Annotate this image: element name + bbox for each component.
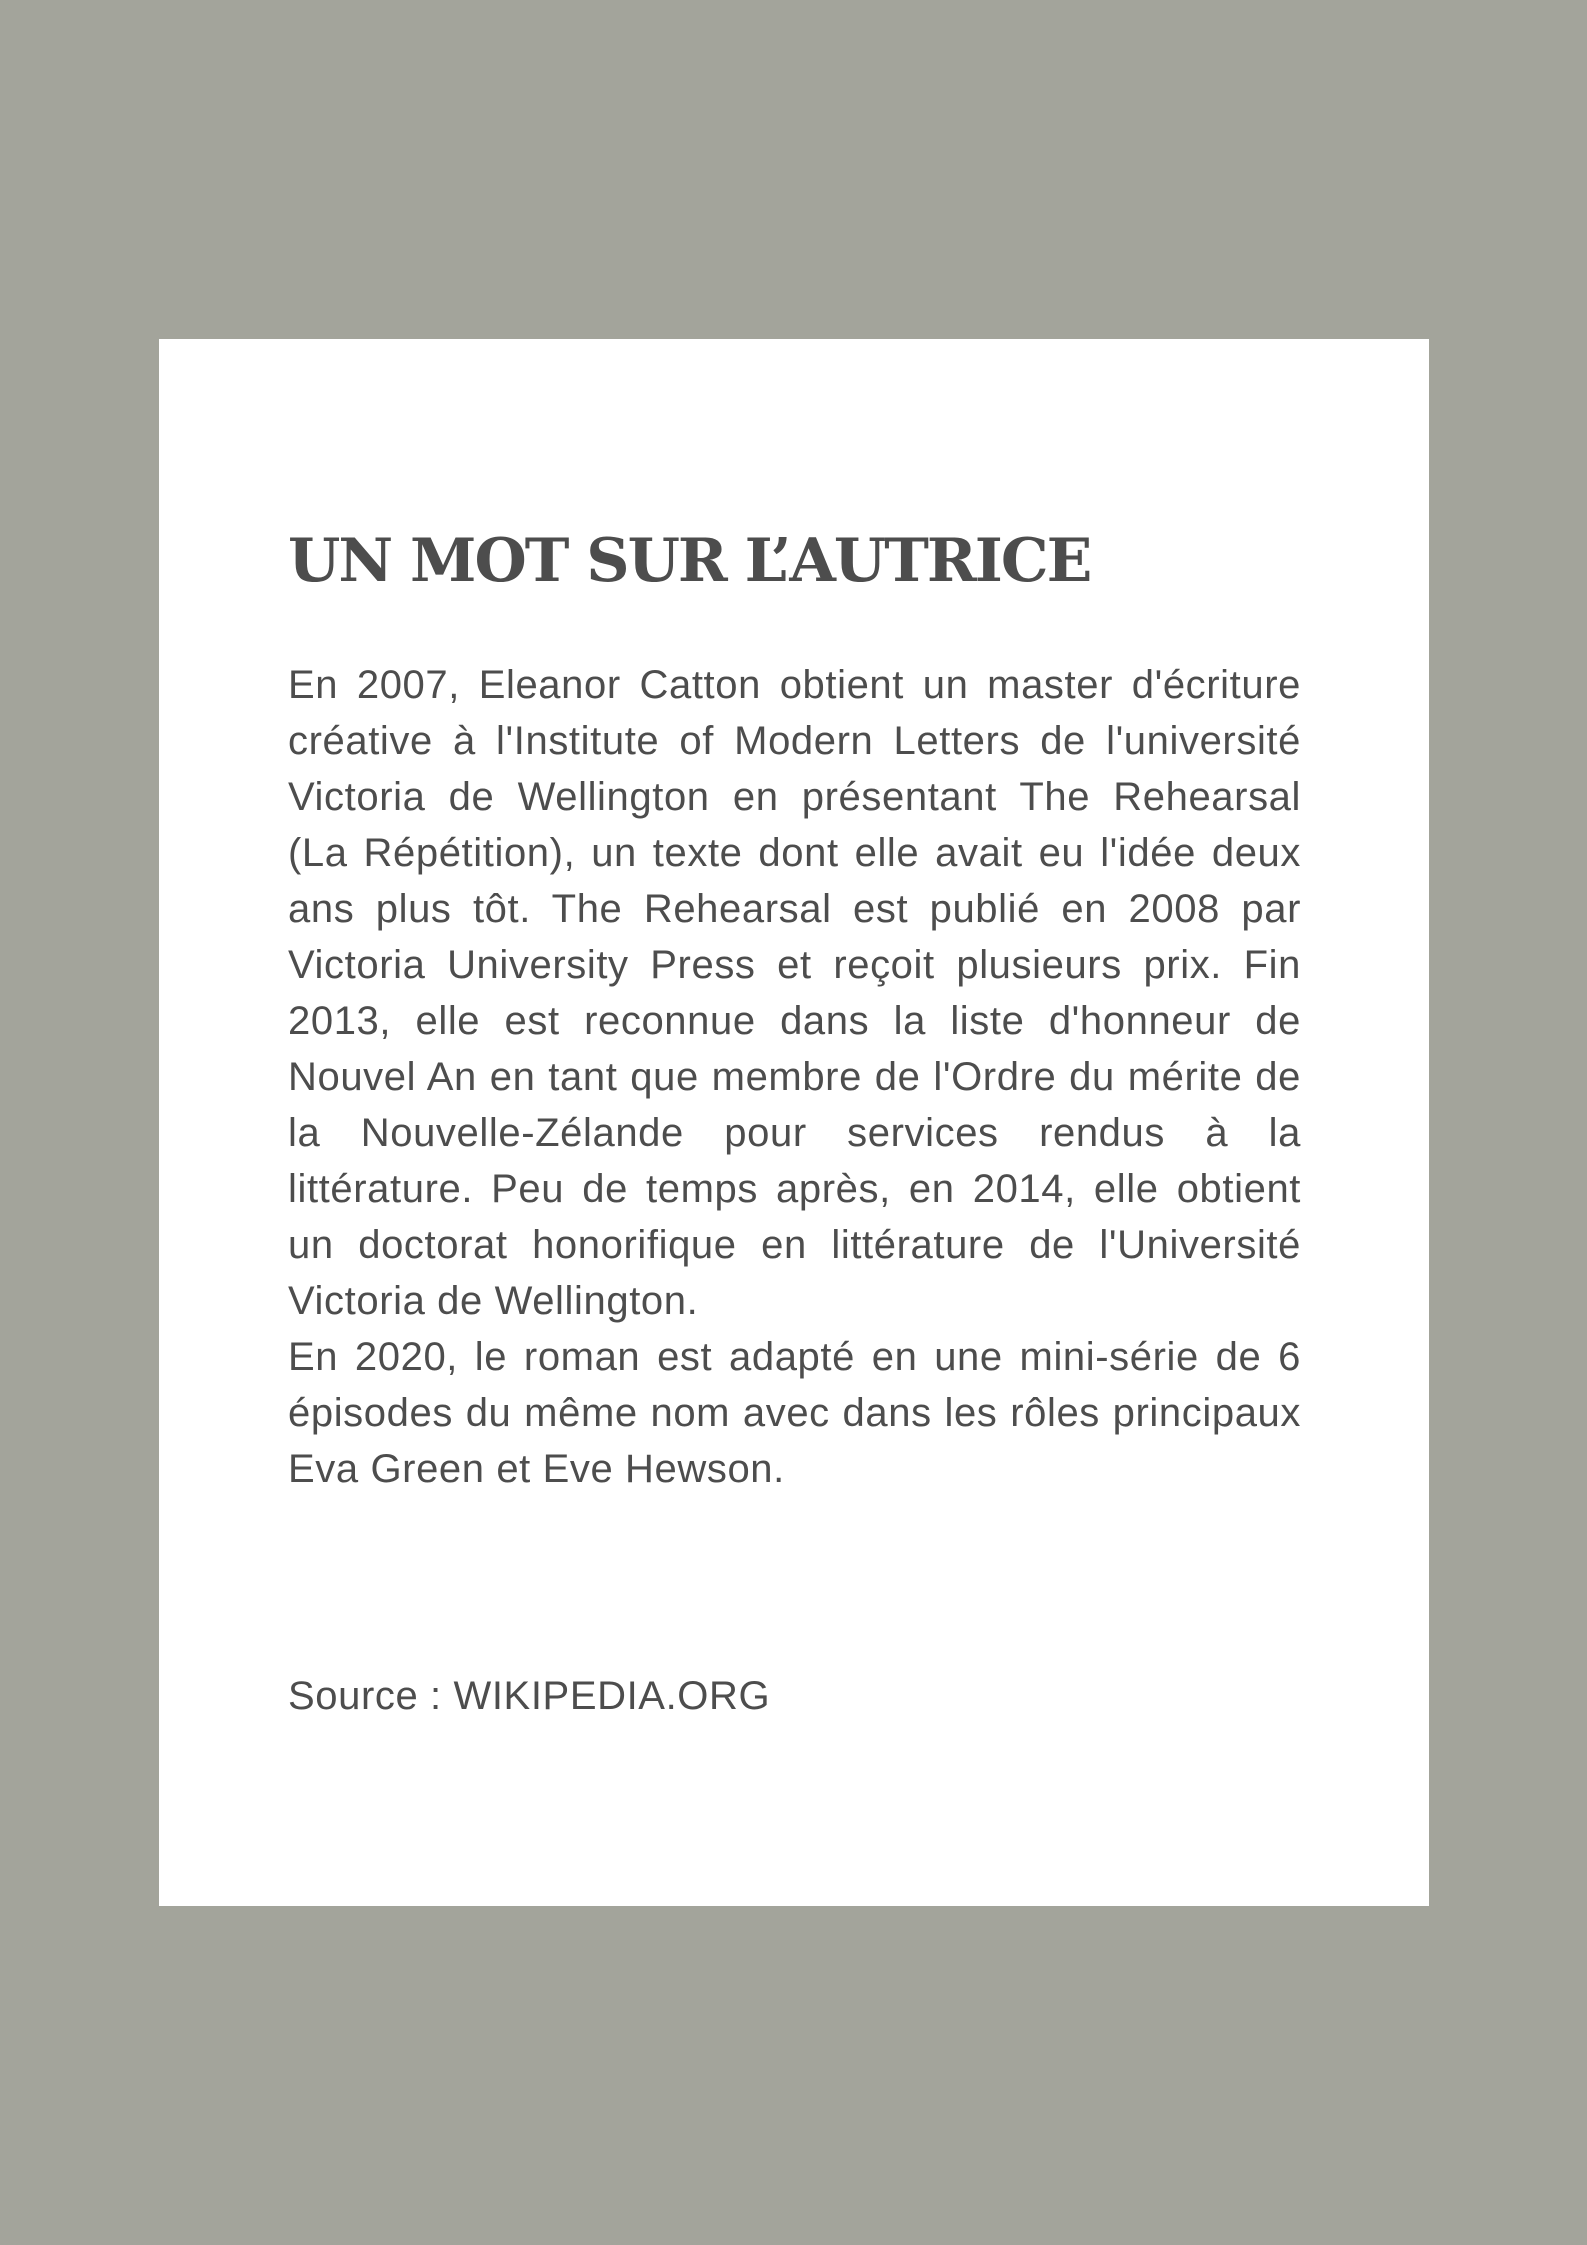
source-credit: Source : WIKIPEDIA.ORG	[288, 1674, 771, 1718]
paragraph-biography: En 2007, Eleanor Catton obtient un master d'écriture créative à l'Institute of Modern Letters de l'université Victoria de Wellington en présentant The Rehearsal (La Répétition), un texte dont elle avait eu l'idée deux ans plus tôt. The Rehearsal est publié en 2008 par Victoria University Press et reçoit plusieurs prix. Fin 2013, elle est reconnue dans la liste d'honneur de Nouvel An en tant que membre de l'Ordre du mérite de la Nouvelle-Zélande pour services rendus à la littérature. Peu de temps après, en 2014, elle obtient un doctorat honorifique en littérature de l'Université Victoria de Wellington.	[288, 663, 1301, 1323]
body-text	[288, 657, 1301, 1497]
paragraph-adaptation: En 2020, le roman est adapté en une mini-série de 6 épisodes du même nom avec dans les rôles principaux Eva Green et Eve Hewson.	[288, 1335, 1301, 1491]
page-title: UN MOT SUR L’AUTRICE	[288, 526, 1091, 596]
content-card	[159, 339, 1429, 1906]
